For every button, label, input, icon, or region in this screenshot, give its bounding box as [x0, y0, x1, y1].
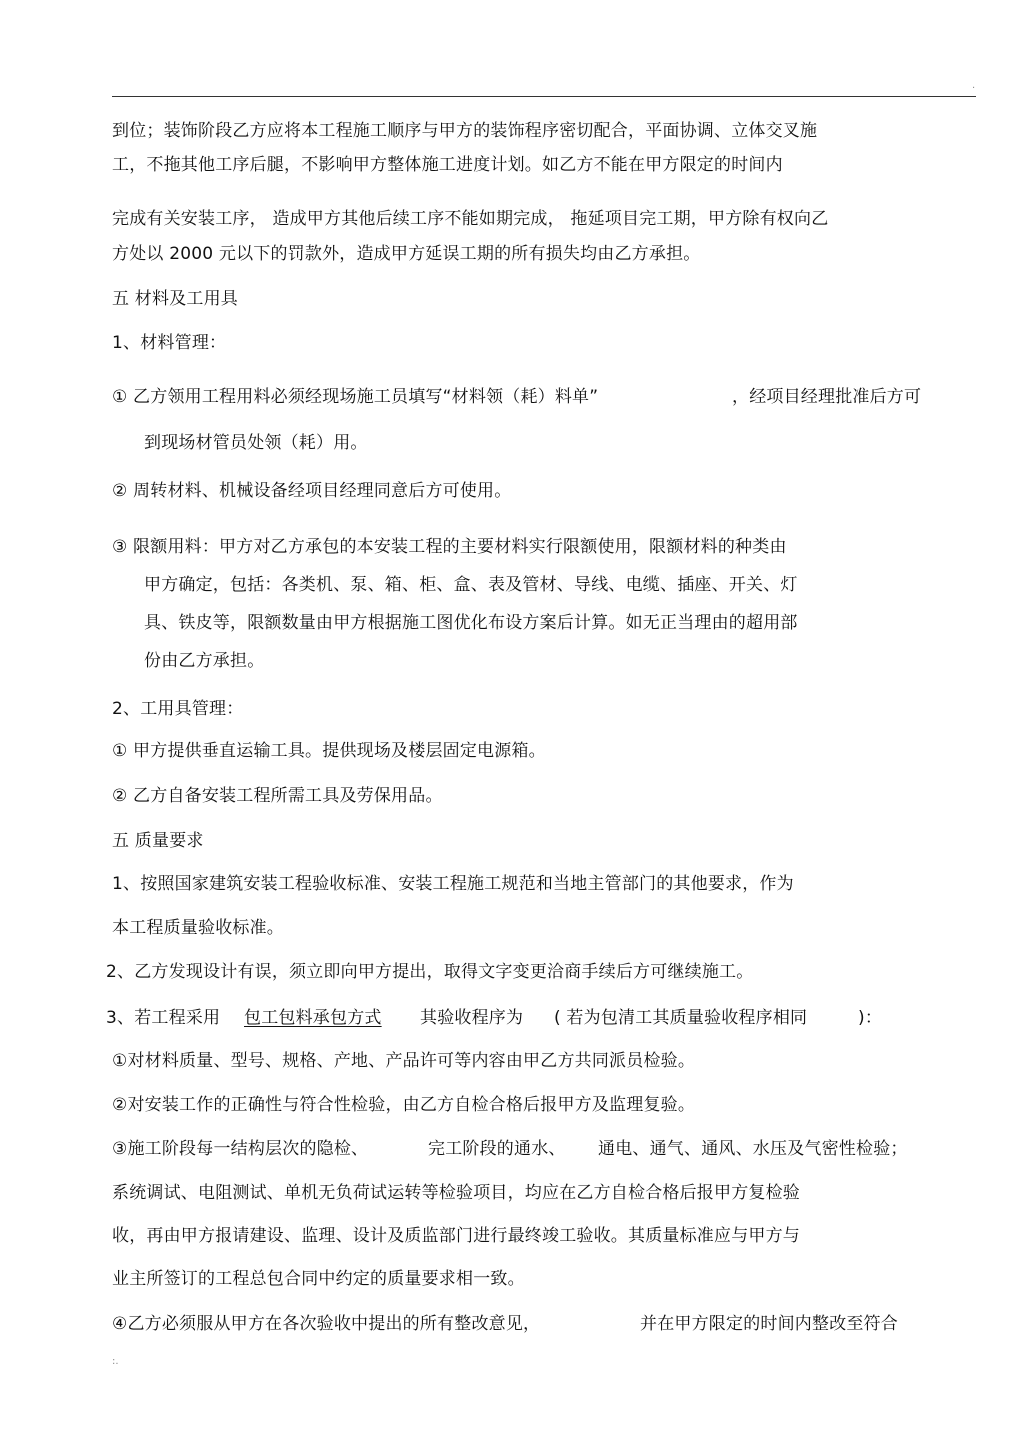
text-line: 方处以 2000 元以下的罚款外，造成甲方延误工期的所有损失均由乙方承担。	[112, 244, 701, 264]
header-rule	[112, 96, 976, 97]
text-line: 到位；装饰阶段乙方应将本工程施工顺序与甲方的装饰程序密切配合，平面协调、立体交叉施	[112, 121, 818, 141]
list-item: ② 周转材料、机械设备经项目经理同意后方可使用。	[112, 481, 512, 501]
text-line: 收，再由甲方报请建设、监理、设计及质监部门进行最终竣工验收。其质量标准应与甲方与	[112, 1226, 800, 1246]
subsection-heading: 1、材料管理：	[112, 333, 227, 353]
list-item-continuation: ，经项目经理批准后方可	[732, 387, 922, 407]
section-heading: 五 质量要求	[112, 831, 204, 851]
section-heading: 五 材料及工用具	[112, 289, 239, 309]
list-item-continuation: 完工阶段的通水、	[428, 1139, 566, 1159]
text-line: )：	[858, 1008, 883, 1028]
text-line: 本工程质量验收标准。	[112, 918, 284, 938]
list-item: ② 乙方自备安装工程所需工具及劳保用品。	[112, 786, 443, 806]
list-item: ②对安装工作的正确性与符合性检验，由乙方自检合格后报甲方及监理复验。	[112, 1095, 696, 1115]
text-line: 其验收程序为	[420, 1008, 524, 1028]
list-item: ①对材料质量、型号、规格、产地、产品许可等内容由甲乙方共同派员检验。	[112, 1051, 696, 1071]
list-item-continuation: 甲方确定，包括：各类机、泵、箱、柜、盒、表及管材、导线、电缆、插座、开关、灯	[144, 575, 798, 595]
list-item: ① 甲方提供垂直运输工具。提供现场及楼层固定电源箱。	[112, 741, 546, 761]
list-item: ① 乙方领用工程用料必须经现场施工员填写“材料领（耗）料单”	[112, 387, 599, 407]
text-line: 系统调试、电阻测试、单机无负荷试运转等检验项目，均应在乙方自检合格后报甲方复检验	[112, 1183, 800, 1203]
text-line: 1、按照国家建筑安装工程验收标准、安装工程施工规范和当地主管部门的其他要求，作为	[112, 874, 794, 894]
corner-mark-top: .	[972, 80, 976, 91]
list-item-continuation: 具、铁皮等，限额数量由甲方根据施工图优化布设方案后计算。如无正当理由的超用部	[144, 613, 798, 633]
text-line: 3、若工程采用	[106, 1008, 221, 1028]
text-line: 工，不拖其他工序后腿，不影响甲方整体施工进度计划。如乙方不能在甲方限定的时间内	[112, 155, 783, 175]
list-item-continuation: 通电、通气、通风、水压及气密性检验；	[598, 1139, 908, 1159]
text-line: 业主所签订的工程总包合同中约定的质量要求相一致。	[112, 1269, 525, 1289]
list-item: ③施工阶段每一结构层次的隐检、	[112, 1139, 369, 1159]
list-item-continuation: 并在甲方限定的时间内整改至符合	[640, 1314, 898, 1334]
corner-mark-bottom: :.	[112, 1356, 119, 1367]
text-line: ( 若为包清工其质量验收程序相同	[554, 1008, 808, 1028]
list-item-continuation: 份由乙方承担。	[144, 651, 265, 671]
text-line: 2、乙方发现设计有误，须立即向甲方提出，取得文字变更洽商手续后方可继续施工。	[106, 962, 754, 982]
list-item: ③ 限额用料：甲方对乙方承包的本安装工程的主要材料实行限额使用，限额材料的种类由	[112, 537, 787, 557]
list-item: ④乙方必须服从甲方在各次验收中提出的所有整改意见，	[112, 1314, 541, 1334]
underlined-term: 包工包料承包方式	[244, 1008, 382, 1028]
list-item-continuation: 到现场材管员处领（耗）用。	[144, 433, 368, 453]
text-line: 完成有关安装工序， 造成甲方其他后续工序不能如期完成， 拖延项目完工期，甲方除有权向乙	[112, 209, 829, 229]
subsection-heading: 2、工用具管理：	[112, 699, 244, 719]
